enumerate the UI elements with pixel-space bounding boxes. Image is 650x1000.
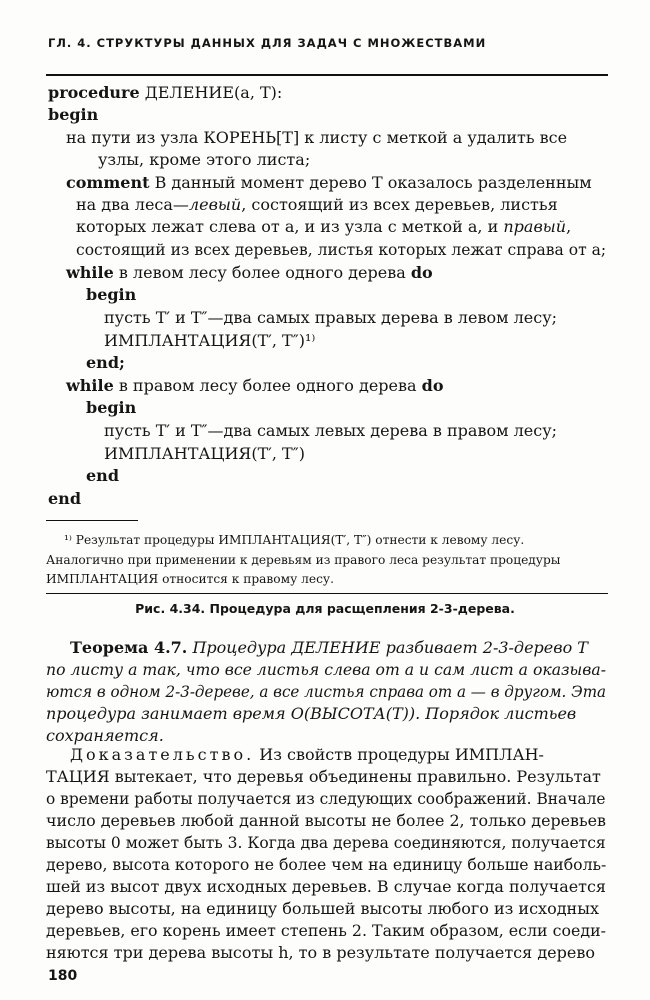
proc-line-6 [76,194,558,216]
kw-while-2: while [66,376,114,395]
theorem-line-5: сохраняется. [46,726,164,745]
comment-text-a: на два леса— [76,195,189,214]
kw-do-2: do [421,376,444,395]
kw-procedure: procedure [48,83,140,102]
comment-text: В данный момент дерево T оказалось разделенным [149,173,592,192]
page-number: 180 [48,968,78,984]
proc-begin-2: begin [86,285,137,304]
theorem-line-1 [70,637,588,659]
comment-right-word: правый [503,217,567,236]
proc-line-1 [48,82,282,104]
figure-caption: Рис. 4.34. Процедура для расщепления 2-3-дерева. [135,601,515,616]
theorem-text-1: Процедура ДЕЛЕНИЕ разбивает 2-3-дерево T [187,638,588,657]
proc-begin: begin [48,105,99,124]
proc-end-1: end; [86,353,125,372]
theorem-line-3: ются в одном 2-3-дереве, а все листья справа от a — в другом. Эта [46,682,607,701]
proof-line-1 [70,744,544,766]
proc-line-7 [76,216,571,238]
proc-end-3: end [48,489,81,508]
proc-line-16: пусть T′ и T″—два самых левых дерева в правом лесу; [104,421,558,440]
comment-text-7c: , [566,217,572,236]
proof-line-10: няются три дерева высоты h, то в результате получается дерево [46,943,595,962]
proof-line-8: дерево высоты, на единицу большей высоты любого из исходных [46,899,599,918]
proc-while-left [66,262,433,284]
comment-text-7a: которых лежат слева от a, и из узла с меткой a, и [76,217,504,236]
proc-line-4: узлы, кроме этого листа; [98,150,311,169]
while-right-cond: в правом лесу более одного дерева [113,376,422,395]
footnote-line-2: Аналогично при применении к деревьям из правого леса результат процедуры [46,553,561,567]
proc-while-right [66,375,444,397]
theorem-line-4: процедура занимает время O(ВЫСОТА(T)). Порядок листьев [46,704,577,723]
proc-end-2: end [86,466,119,485]
proof-line-9: деревьев, его корень имеет степень 2. Таким образом, если соеди- [46,921,606,940]
kw-while: while [66,263,114,282]
comment-text-c: , состоящий из всех деревьев, листья [241,195,558,214]
proof-line-4: число деревьев любой данной высоты не более 2, только деревьев [46,811,607,830]
proof-text-1: Из свойств процедуры ИМПЛАН- [254,745,544,764]
kw-do: do [410,263,433,282]
theorem-line-2: по листу a так, что все листья слева от a и сам лист a оказыва- [46,660,606,679]
caption-rule [46,593,608,594]
proof-label: Доказательство. [70,745,255,764]
proc-comment-line [66,172,592,194]
proof-line-2: ТАЦИЯ вытекает, что деревья объединены правильно. Результат [46,767,601,786]
proof-line-3: о времени работы получается из следующих соображений. Вначале [46,789,606,808]
while-left-cond: в левом лесу более одного дерева [113,263,411,282]
proc-line-17: ИМПЛАНТАЦИЯ(T′, T″) [104,444,305,463]
proof-line-7: шей из высот двух исходных деревьев. В случае когда получается [46,877,606,896]
proc-line-3: на пути из узла КОРЕНЬ[T] к листу с меткой a удалить все [66,128,568,147]
theorem-label: Теорема 4.7. [70,638,188,657]
running-header: ГЛ. 4. СТРУКТУРЫ ДАННЫХ ДЛЯ ЗАДАЧ С МНОЖЕСТВАМИ [48,36,487,50]
proc-signature: ДЕЛЕНИЕ(a, T): [139,83,283,102]
footnote-line-3: ИМПЛАНТАЦИЯ относится к правому лесу. [46,572,334,586]
proof-line-5: высоты 0 может быть 3. Когда два дерева соединяются, получается [46,833,606,852]
proc-begin-3: begin [86,398,137,417]
proc-line-12: ИМПЛАНТАЦИЯ(T′, T″)¹⁾ [104,331,316,350]
kw-comment: comment [66,173,150,192]
proc-line-8: состоящий из всех деревьев, листья которых лежат справа от a; [76,240,607,259]
header-rule [46,74,608,76]
footnote-rule [46,520,138,521]
comment-left-word: левый [188,195,242,214]
footnote-line-1: ¹⁾ Результат процедуры ИМПЛАНТАЦИЯ(T′, T″) отнести к левому лесу. [64,533,525,547]
proc-line-11: пусть T′ и T″—два самых правых дерева в левом лесу; [104,308,558,327]
proof-line-6: дерево, высота которого не более чем на единицу больше наиболь- [46,855,607,874]
